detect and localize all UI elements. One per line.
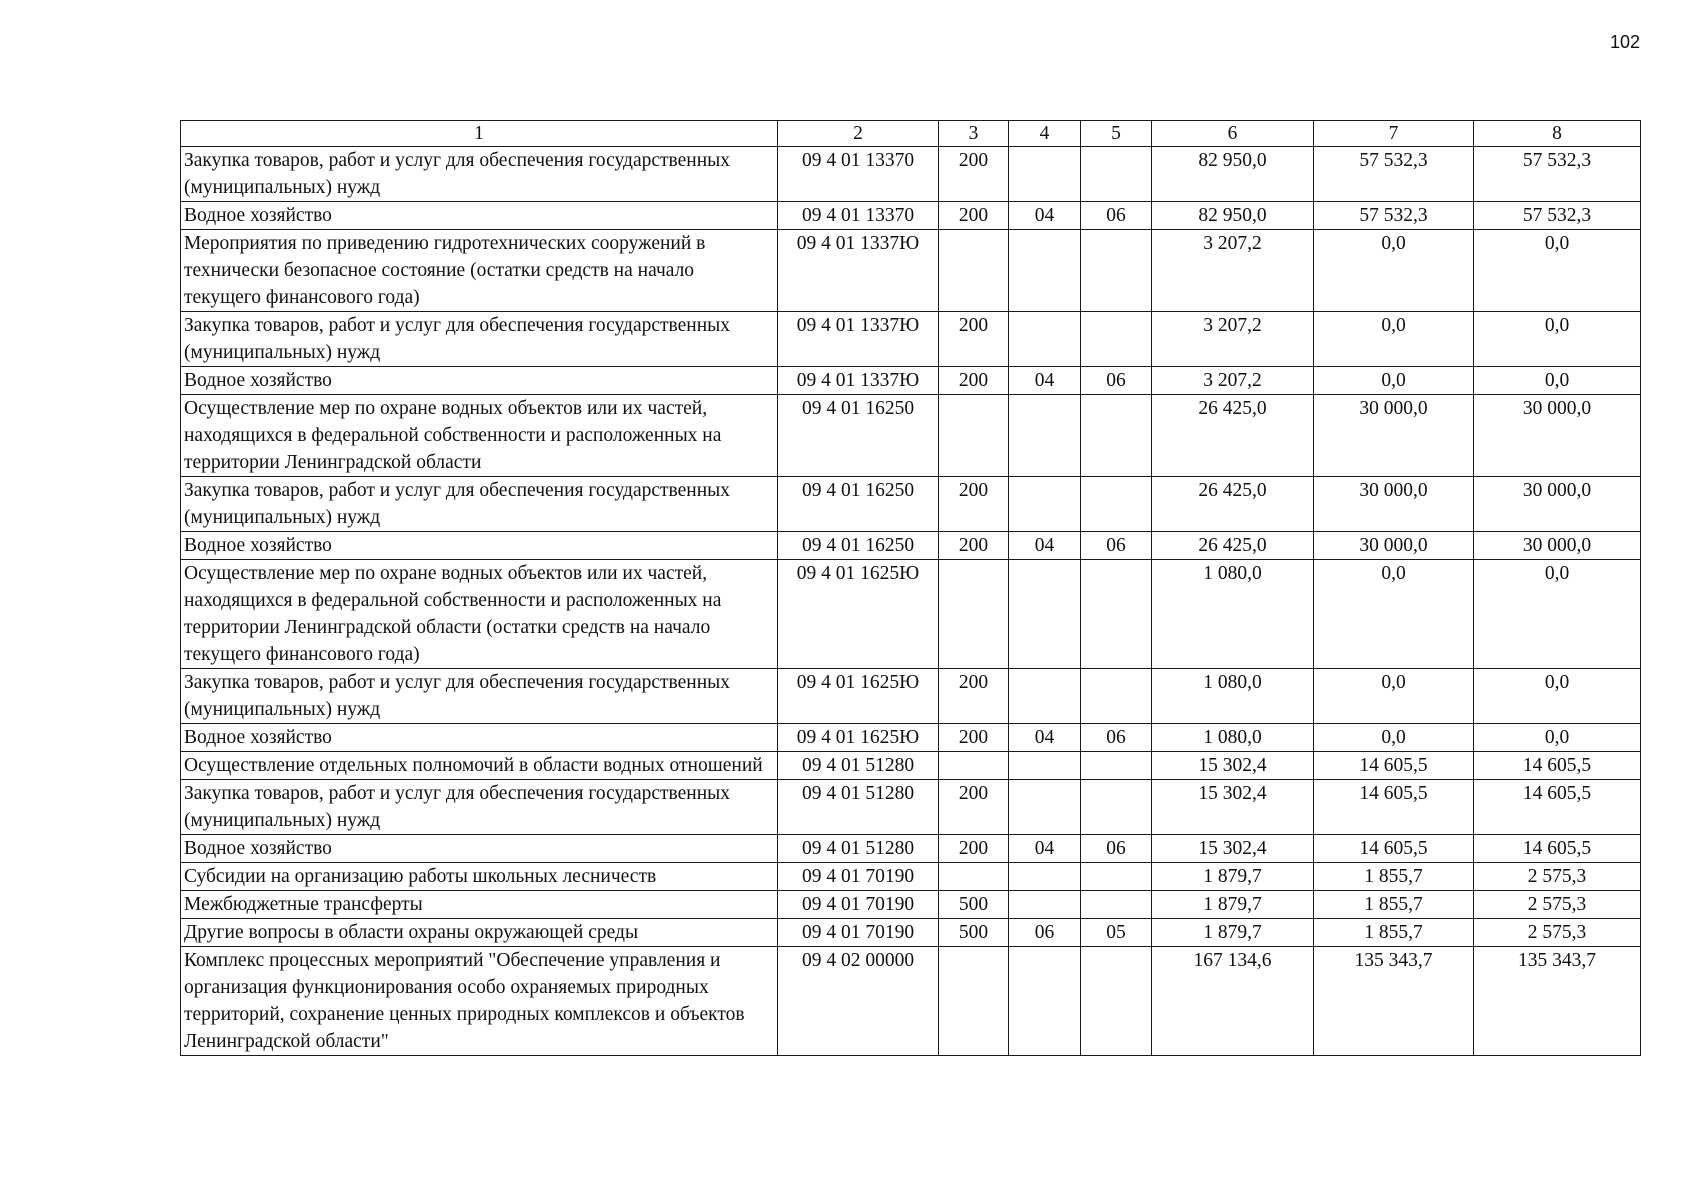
item-name-cell: Субсидии на организацию работы школьных лесничеств [181, 863, 778, 891]
column-header: 2 [778, 121, 939, 147]
amount-col6-cell: 1 080,0 [1152, 724, 1314, 752]
subsection-cell [1081, 312, 1152, 367]
amount-col7-cell: 0,0 [1314, 367, 1474, 395]
subsection-cell [1081, 891, 1152, 919]
section-cell [1009, 560, 1081, 669]
expense-type-cell: 200 [939, 532, 1009, 560]
subsection-cell: 06 [1081, 367, 1152, 395]
column-header: 1 [181, 121, 778, 147]
item-name-cell: Осуществление мер по охране водных объектов или их частей, находящихся в федеральной собственности и расположенных на территории Ленинградской области (остатки средств на начало текущего финансового года) [181, 560, 778, 669]
section-cell [1009, 312, 1081, 367]
table-row [181, 669, 1641, 724]
amount-col6-cell: 26 425,0 [1152, 532, 1314, 560]
amount-col6-cell: 1 080,0 [1152, 669, 1314, 724]
section-cell [1009, 669, 1081, 724]
subsection-cell [1081, 752, 1152, 780]
expense-type-cell [939, 395, 1009, 477]
amount-col6-cell: 82 950,0 [1152, 147, 1314, 202]
target-code-cell: 09 4 01 51280 [778, 752, 939, 780]
column-header: 5 [1081, 121, 1152, 147]
amount-col7-cell: 30 000,0 [1314, 395, 1474, 477]
target-code-cell: 09 4 01 1625Ю [778, 560, 939, 669]
section-cell: 04 [1009, 202, 1081, 230]
section-cell [1009, 147, 1081, 202]
section-cell: 04 [1009, 724, 1081, 752]
expense-type-cell [939, 947, 1009, 1056]
amount-col8-cell: 57 532,3 [1474, 202, 1641, 230]
column-header: 7 [1314, 121, 1474, 147]
subsection-cell [1081, 780, 1152, 835]
table-row [181, 147, 1641, 202]
target-code-cell: 09 4 01 70190 [778, 919, 939, 947]
subsection-cell: 06 [1081, 532, 1152, 560]
section-cell [1009, 780, 1081, 835]
table-row [181, 312, 1641, 367]
amount-col8-cell: 0,0 [1474, 367, 1641, 395]
amount-col7-cell: 0,0 [1314, 230, 1474, 312]
expense-type-cell: 200 [939, 835, 1009, 863]
subsection-cell: 06 [1081, 835, 1152, 863]
item-name-cell: Закупка товаров, работ и услуг для обеспечения государственных (муниципальных) нужд [181, 477, 778, 532]
expense-type-cell: 200 [939, 312, 1009, 367]
target-code-cell: 09 4 01 13370 [778, 202, 939, 230]
target-code-cell: 09 4 01 16250 [778, 477, 939, 532]
amount-col6-cell: 1 080,0 [1152, 560, 1314, 669]
subsection-cell [1081, 947, 1152, 1056]
expense-type-cell: 200 [939, 477, 1009, 532]
amount-col6-cell: 26 425,0 [1152, 395, 1314, 477]
amount-col7-cell: 135 343,7 [1314, 947, 1474, 1056]
amount-col7-cell: 14 605,5 [1314, 780, 1474, 835]
item-name-cell: Водное хозяйство [181, 724, 778, 752]
amount-col6-cell: 3 207,2 [1152, 312, 1314, 367]
amount-col8-cell: 0,0 [1474, 560, 1641, 669]
column-header: 6 [1152, 121, 1314, 147]
column-header: 8 [1474, 121, 1641, 147]
expense-type-cell [939, 752, 1009, 780]
subsection-cell [1081, 669, 1152, 724]
section-cell: 04 [1009, 532, 1081, 560]
item-name-cell: Межбюджетные трансферты [181, 891, 778, 919]
table-row [181, 202, 1641, 230]
subsection-cell [1081, 395, 1152, 477]
amount-col6-cell: 26 425,0 [1152, 477, 1314, 532]
amount-col7-cell: 0,0 [1314, 560, 1474, 669]
expense-type-cell [939, 230, 1009, 312]
item-name-cell: Закупка товаров, работ и услуг для обеспечения государственных (муниципальных) нужд [181, 147, 778, 202]
subsection-cell [1081, 560, 1152, 669]
item-name-cell: Осуществление мер по охране водных объектов или их частей, находящихся в федеральной собственности и расположенных на территории Ленинградской области [181, 395, 778, 477]
table-row [181, 477, 1641, 532]
amount-col6-cell: 15 302,4 [1152, 752, 1314, 780]
section-cell [1009, 230, 1081, 312]
amount-col8-cell: 135 343,7 [1474, 947, 1641, 1056]
subsection-cell [1081, 477, 1152, 532]
target-code-cell: 09 4 01 1625Ю [778, 724, 939, 752]
amount-col8-cell: 0,0 [1474, 312, 1641, 367]
target-code-cell: 09 4 01 16250 [778, 395, 939, 477]
column-number-row [181, 121, 1641, 147]
subsection-cell: 06 [1081, 724, 1152, 752]
item-name-cell: Закупка товаров, работ и услуг для обеспечения государственных (муниципальных) нужд [181, 312, 778, 367]
amount-col7-cell: 57 532,3 [1314, 202, 1474, 230]
amount-col7-cell: 0,0 [1314, 312, 1474, 367]
amount-col7-cell: 14 605,5 [1314, 752, 1474, 780]
amount-col8-cell: 14 605,5 [1474, 752, 1641, 780]
table-row [181, 891, 1641, 919]
expense-type-cell [939, 863, 1009, 891]
amount-col8-cell: 0,0 [1474, 669, 1641, 724]
item-name-cell: Мероприятия по приведению гидротехнических сооружений в технически безопасное состояние (остатки средств на начало текущего финансового года) [181, 230, 778, 312]
table-body [181, 147, 1641, 1056]
table-row [181, 919, 1641, 947]
table-row [181, 947, 1641, 1056]
section-cell [1009, 947, 1081, 1056]
amount-col8-cell: 30 000,0 [1474, 477, 1641, 532]
table-row [181, 395, 1641, 477]
section-cell: 06 [1009, 919, 1081, 947]
target-code-cell: 09 4 01 51280 [778, 780, 939, 835]
table-row [181, 532, 1641, 560]
amount-col8-cell: 14 605,5 [1474, 780, 1641, 835]
subsection-cell: 05 [1081, 919, 1152, 947]
expense-type-cell: 200 [939, 669, 1009, 724]
item-name-cell: Закупка товаров, работ и услуг для обеспечения государственных (муниципальных) нужд [181, 669, 778, 724]
section-cell [1009, 477, 1081, 532]
section-cell: 04 [1009, 367, 1081, 395]
expense-type-cell: 200 [939, 147, 1009, 202]
table-row [181, 752, 1641, 780]
amount-col7-cell: 14 605,5 [1314, 835, 1474, 863]
amount-col6-cell: 15 302,4 [1152, 780, 1314, 835]
item-name-cell: Закупка товаров, работ и услуг для обеспечения государственных (муниципальных) нужд [181, 780, 778, 835]
subsection-cell [1081, 147, 1152, 202]
amount-col8-cell: 2 575,3 [1474, 863, 1641, 891]
table-row [181, 780, 1641, 835]
amount-col8-cell: 2 575,3 [1474, 891, 1641, 919]
subsection-cell: 06 [1081, 202, 1152, 230]
page-number: 102 [1610, 32, 1641, 52]
expense-type-cell: 200 [939, 202, 1009, 230]
target-code-cell: 09 4 01 1337Ю [778, 230, 939, 312]
target-code-cell: 09 4 01 1625Ю [778, 669, 939, 724]
section-cell [1009, 863, 1081, 891]
expense-type-cell: 200 [939, 780, 1009, 835]
amount-col7-cell: 30 000,0 [1314, 477, 1474, 532]
table-row [181, 560, 1641, 669]
section-cell: 04 [1009, 835, 1081, 863]
target-code-cell: 09 4 01 13370 [778, 147, 939, 202]
item-name-cell: Водное хозяйство [181, 532, 778, 560]
amount-col8-cell: 57 532,3 [1474, 147, 1641, 202]
expense-type-cell: 200 [939, 724, 1009, 752]
amount-col7-cell: 30 000,0 [1314, 532, 1474, 560]
section-cell [1009, 395, 1081, 477]
target-code-cell: 09 4 01 51280 [778, 835, 939, 863]
target-code-cell: 09 4 01 70190 [778, 863, 939, 891]
table-row [181, 367, 1641, 395]
amount-col6-cell: 1 879,7 [1152, 863, 1314, 891]
amount-col6-cell: 1 879,7 [1152, 919, 1314, 947]
amount-col8-cell: 0,0 [1474, 724, 1641, 752]
section-cell [1009, 752, 1081, 780]
item-name-cell: Водное хозяйство [181, 835, 778, 863]
column-header: 4 [1009, 121, 1081, 147]
amount-col6-cell: 3 207,2 [1152, 367, 1314, 395]
target-code-cell: 09 4 01 1337Ю [778, 312, 939, 367]
target-code-cell: 09 4 01 1337Ю [778, 367, 939, 395]
target-code-cell: 09 4 02 00000 [778, 947, 939, 1056]
amount-col7-cell: 1 855,7 [1314, 919, 1474, 947]
amount-col7-cell: 0,0 [1314, 669, 1474, 724]
section-cell [1009, 891, 1081, 919]
amount-col6-cell: 3 207,2 [1152, 230, 1314, 312]
item-name-cell: Комплекс процессных мероприятий "Обеспечение управления и организация функционирования особо охраняемых природных территорий, сохранение ценных природных комплексов и объектов Ленинградской области" [181, 947, 778, 1056]
item-name-cell: Водное хозяйство [181, 202, 778, 230]
amount-col8-cell: 30 000,0 [1474, 532, 1641, 560]
amount-col6-cell: 82 950,0 [1152, 202, 1314, 230]
table-row [181, 863, 1641, 891]
amount-col7-cell: 1 855,7 [1314, 891, 1474, 919]
item-name-cell: Осуществление отдельных полномочий в области водных отношений [181, 752, 778, 780]
amount-col7-cell: 0,0 [1314, 724, 1474, 752]
item-name-cell: Водное хозяйство [181, 367, 778, 395]
amount-col8-cell: 2 575,3 [1474, 919, 1641, 947]
table-row [181, 835, 1641, 863]
table-row [181, 230, 1641, 312]
amount-col8-cell: 30 000,0 [1474, 395, 1641, 477]
expense-type-cell: 500 [939, 919, 1009, 947]
item-name-cell: Другие вопросы в области охраны окружающей среды [181, 919, 778, 947]
amount-col8-cell: 14 605,5 [1474, 835, 1641, 863]
amount-col7-cell: 57 532,3 [1314, 147, 1474, 202]
amount-col6-cell: 1 879,7 [1152, 891, 1314, 919]
expense-type-cell: 500 [939, 891, 1009, 919]
target-code-cell: 09 4 01 70190 [778, 891, 939, 919]
target-code-cell: 09 4 01 16250 [778, 532, 939, 560]
amount-col6-cell: 15 302,4 [1152, 835, 1314, 863]
subsection-cell [1081, 230, 1152, 312]
expense-type-cell [939, 560, 1009, 669]
budget-table [180, 120, 1641, 1056]
column-header: 3 [939, 121, 1009, 147]
table-row [181, 724, 1641, 752]
amount-col6-cell: 167 134,6 [1152, 947, 1314, 1056]
expense-type-cell: 200 [939, 367, 1009, 395]
subsection-cell [1081, 863, 1152, 891]
amount-col7-cell: 1 855,7 [1314, 863, 1474, 891]
amount-col8-cell: 0,0 [1474, 230, 1641, 312]
